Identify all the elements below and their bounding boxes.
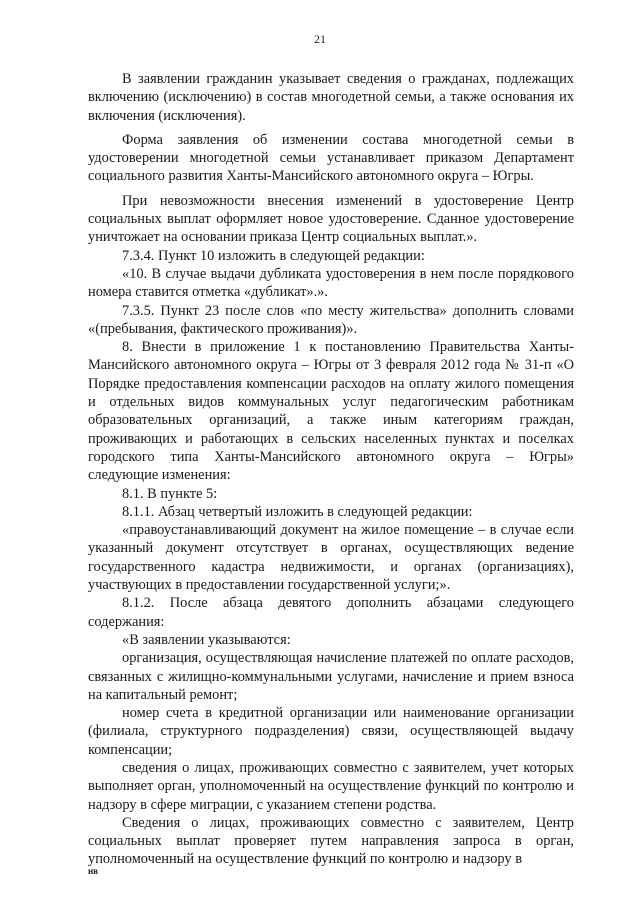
paragraph: организация, осуществляющая начисление платежей по оплате расходов, связанных с жилищно-коммунальными услугами, начисление и прием взноса на капитальный ремонт; [88,650,574,703]
paragraph: При невозможности внесения изменений в удостоверение Центр социальных выплат оформляет новое удостоверение. Сданное удостоверение уничтожает на основании приказа Центр социальных выплат.». [88,192,574,246]
paragraph: «правоустанавливающий документ на жилое помещение – в случае если указанный документ отсутствует в органах, осуществляющих ведение государственного кадастра недвижимости, и органах (организациях), участвующих в предоставлении государственной услуги;». [88,522,574,594]
paragraph: 7.3.5. Пункт 23 после слов «по месту жительства» дополнить словами «(пребывания, фактического проживания)». [88,302,574,337]
paragraph: 8.1.1. Абзац четвертый изложить в следующей редакции: [122,503,473,520]
paragraph: 7.3.4. Пункт 10 изложить в следующей редакции: [122,247,425,264]
paragraph: 8.1. В пункте 5: [122,485,218,502]
paragraph: «10. В случае выдачи дубликата удостоверения в нем после порядкового номера ставится отметка «дубликат».». [88,265,574,301]
paragraph: «В заявлении указываются: [122,631,291,648]
page-number: 21 [314,32,326,46]
document-body [88,70,574,869]
paragraph: Форма заявления об изменении состава многодетной семьи в удостоверении многодетной семьи устанавливает приказом Департамент социального развития Ханты-Мансийского автономного округа – Югры. [88,131,574,185]
paragraph: В заявлении гражданин указывает сведения о гражданах, подлежащих включению (исключению) в состав многодетной семьи, а также основания их включения (исключения). [88,71,574,124]
paragraph: сведения о лицах, проживающих совместно с заявителем, учет которых выполняет орган, уполномоченный на осуществление функций по контролю и надзору в сфере миграции, с указанием степени родства. [88,759,574,813]
paragraph: номер счета в кредитной организации или наименование организации (филиала, структурного подразделения) связи, осуществляющей выдачу компенсации; [88,705,574,758]
paragraph: Сведения о лицах, проживающих совместно с заявителем, Центр социальных выплат проверяет путем направления запроса в орган, уполномоченный на осуществление функций по контролю и надзору в [88,814,574,868]
footer-mark: нв [88,866,99,876]
paragraph: 8. Внести в приложение 1 к постановлению Правительства Ханты-Мансийского автономного округа – Югры от 3 февраля 2012 года № 31-п «О Порядке предоставления компенсации расходов на оплату жилого помещения и отдельных видов коммунальных услуг педагогическим работникам образовательных организаций, а также иным категориям граждан, проживающих и работающих в сельских населенных пунктах и поселках городского типа Ханты-Мансийского автономного округа – Югры» следующие изменения: [88,339,574,484]
paragraph: 8.1.2. После абзаца девятого дополнить абзацами следующего содержания: [88,595,574,630]
